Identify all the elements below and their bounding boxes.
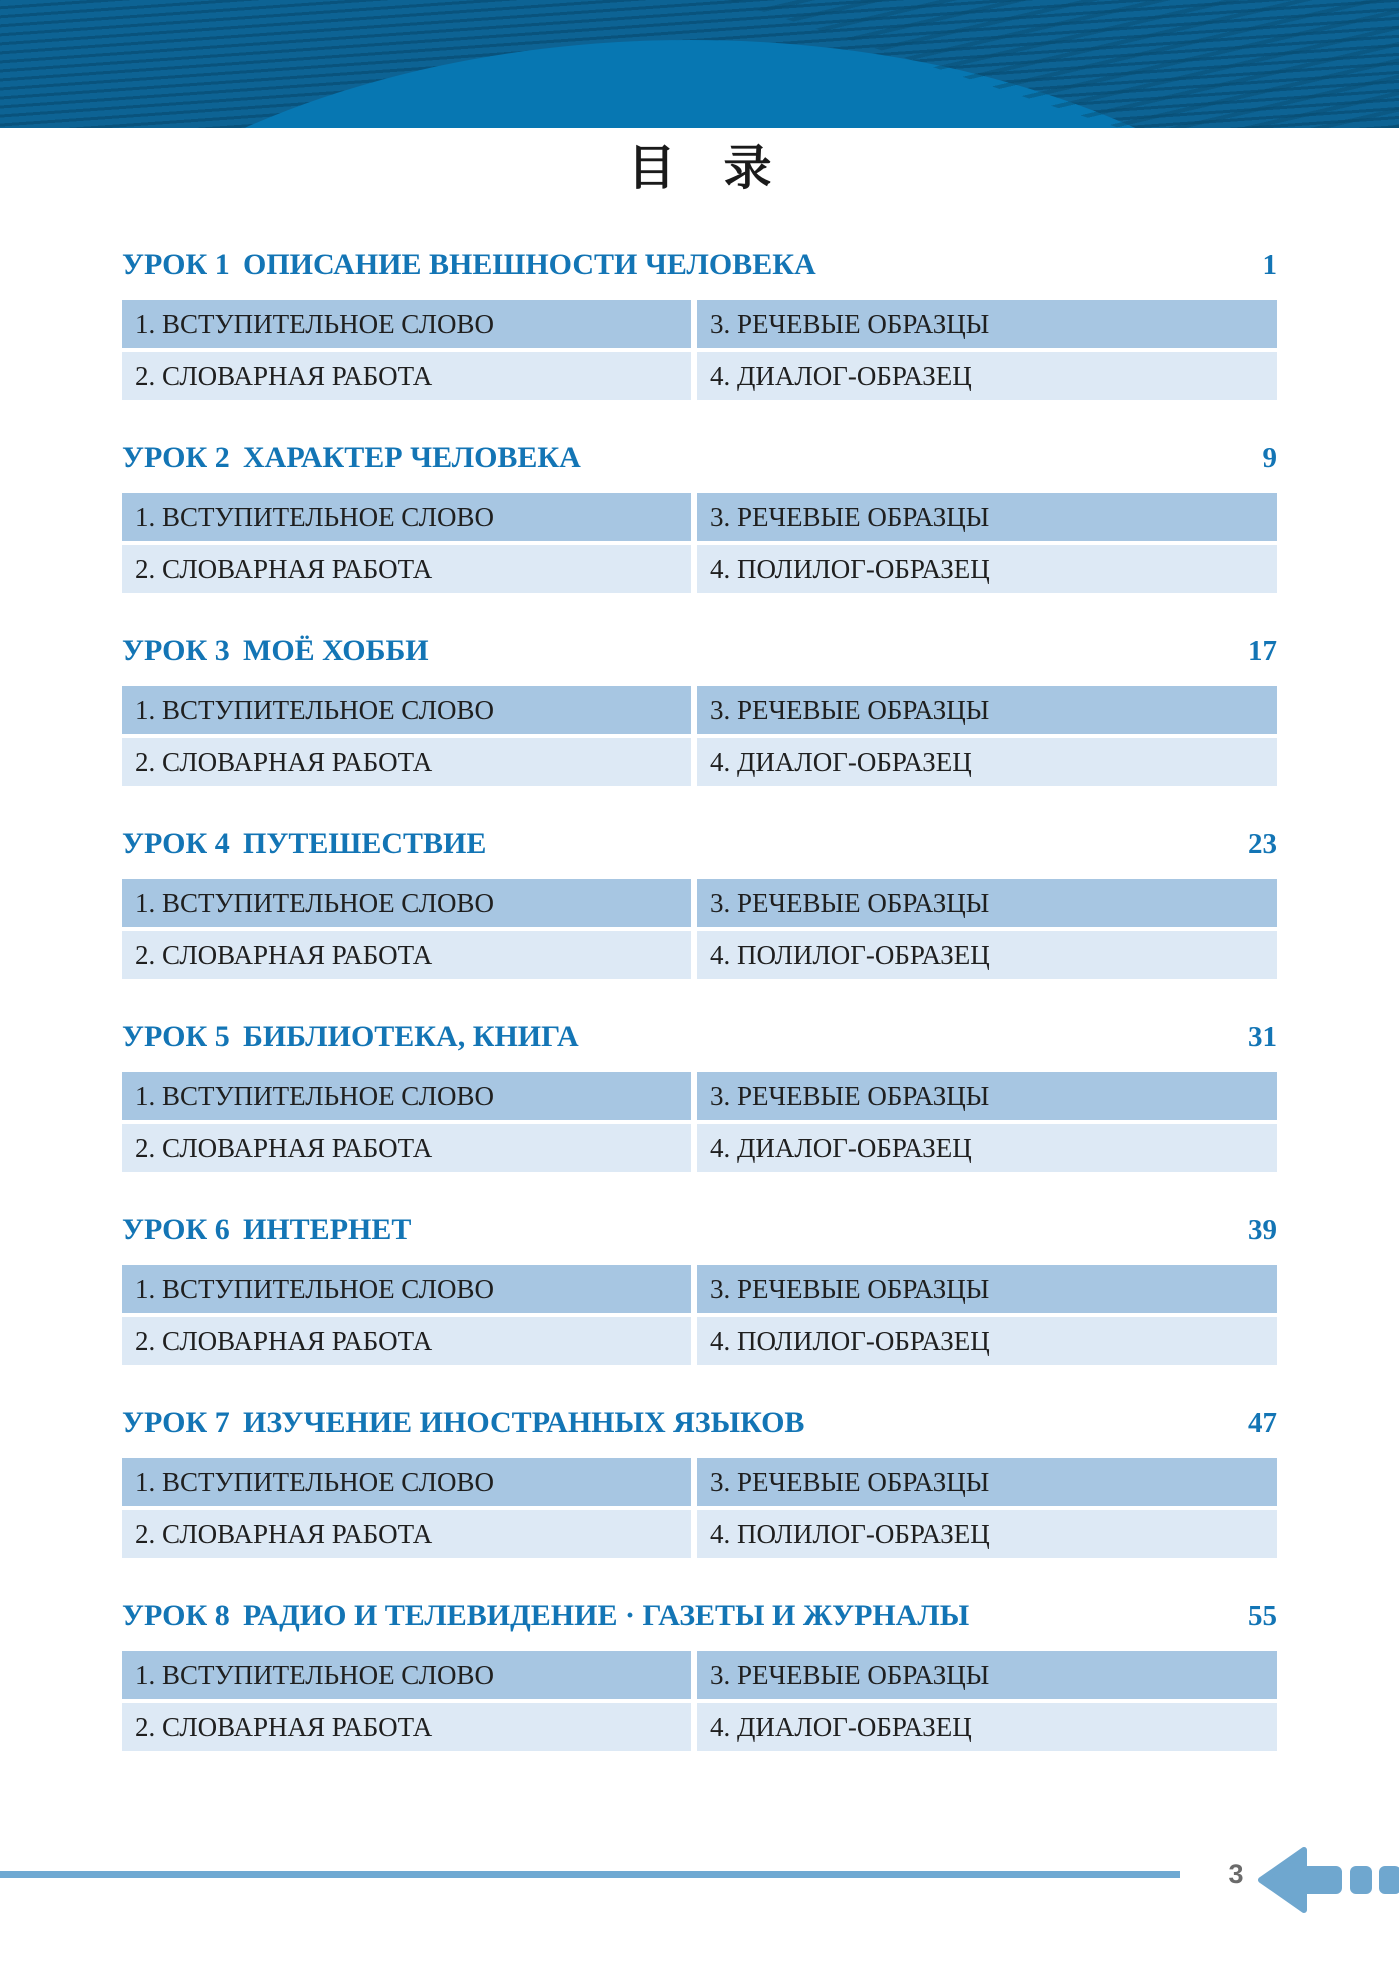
section-item: 4. ПОЛИЛОГ-ОБРАЗЕЦ [697,931,1277,979]
section-item: 2. СЛОВАРНАЯ РАБОТА [122,1703,691,1751]
lesson-title[interactable]: ПУТЕШЕСТВИЕ [243,827,487,860]
section-item: 2. СЛОВАРНАЯ РАБОТА [122,931,691,979]
lesson-title[interactable]: БИБЛИОТЕКА, КНИГА [243,1020,579,1053]
lesson-number[interactable]: УРОК 4 [122,827,230,860]
lesson-title[interactable]: РАДИО И ТЕЛЕВИДЕНИЕ · ГАЗЕТЫ И ЖУРНАЛЫ [243,1599,970,1632]
lesson-number[interactable]: УРОК 2 [122,441,230,474]
lesson-section-table [122,1651,1277,1751]
lesson-title[interactable]: ИЗУЧЕНИЕ ИНОСТРАННЫХ ЯЗЫКОВ [243,1406,805,1439]
section-item: 4. ПОЛИЛОГ-ОБРАЗЕЦ [697,1510,1277,1558]
section-item: 3. РЕЧЕВЫЕ ОБРАЗЦЫ [697,879,1277,927]
lesson-block [122,1599,1277,1751]
section-item: 2. СЛОВАРНАЯ РАБОТА [122,1124,691,1172]
section-item: 3. РЕЧЕВЫЕ ОБРАЗЦЫ [697,493,1277,541]
section-item: 2. СЛОВАРНАЯ РАБОТА [122,738,691,786]
lesson-number[interactable]: УРОК 8 [122,1599,230,1632]
section-item: 1. ВСТУПИТЕЛЬНОЕ СЛОВО [122,300,691,348]
lesson-number[interactable]: УРОК 3 [122,634,230,667]
lesson-section-table [122,1265,1277,1365]
lesson-title[interactable]: ОПИСАНИЕ ВНЕШНОСТИ ЧЕЛОВЕКА [243,248,816,281]
lesson-block [122,248,1277,400]
lesson-section-table [122,493,1277,593]
section-item: 1. ВСТУПИТЕЛЬНОЕ СЛОВО [122,1265,691,1313]
section-item: 3. РЕЧЕВЫЕ ОБРАЗЦЫ [697,1072,1277,1120]
lesson-page-number[interactable]: 23 [1248,828,1277,860]
section-item: 3. РЕЧЕВЫЕ ОБРАЗЦЫ [697,300,1277,348]
section-item: 1. ВСТУПИТЕЛЬНОЕ СЛОВО [122,686,691,734]
lesson-heading [122,634,1277,674]
section-item: 1. ВСТУПИТЕЛЬНОЕ СЛОВО [122,879,691,927]
lesson-block [122,827,1277,979]
lesson-heading [122,248,1277,288]
lesson-number[interactable]: УРОК 5 [122,1020,230,1053]
lesson-page-number[interactable]: 55 [1248,1600,1277,1632]
section-item: 2. СЛОВАРНАЯ РАБОТА [122,1510,691,1558]
lessons-list [122,248,1277,1792]
lesson-block [122,441,1277,593]
lesson-heading [122,1213,1277,1253]
lesson-page-number[interactable]: 9 [1262,442,1277,474]
lesson-block [122,1213,1277,1365]
lesson-block [122,1020,1277,1172]
section-item: 4. ПОЛИЛОГ-ОБРАЗЕЦ [697,1317,1277,1365]
lesson-number[interactable]: УРОК 1 [122,248,230,281]
section-item: 4. ДИАЛОГ-ОБРАЗЕЦ [697,738,1277,786]
section-item: 4. ДИАЛОГ-ОБРАЗЕЦ [697,1124,1277,1172]
lesson-heading [122,1406,1277,1446]
lesson-section-table [122,1458,1277,1558]
section-item: 4. ДИАЛОГ-ОБРАЗЕЦ [697,1703,1277,1751]
header-banner [0,0,1399,128]
footer-rule [0,1871,1180,1878]
lesson-title[interactable]: МОЁ ХОББИ [243,634,429,667]
lesson-block [122,1406,1277,1558]
section-item: 1. ВСТУПИТЕЛЬНОЕ СЛОВО [122,1458,691,1506]
lesson-page-number[interactable]: 17 [1248,635,1277,667]
back-arrow-icon[interactable] [1258,1847,1399,1913]
section-item: 3. РЕЧЕВЫЕ ОБРАЗЦЫ [697,686,1277,734]
lesson-number[interactable]: УРОК 7 [122,1406,230,1439]
lesson-section-table [122,879,1277,979]
section-item: 1. ВСТУПИТЕЛЬНОЕ СЛОВО [122,1072,691,1120]
section-item: 1. ВСТУПИТЕЛЬНОЕ СЛОВО [122,1651,691,1699]
lesson-section-table [122,1072,1277,1172]
section-item: 4. ДИАЛОГ-ОБРАЗЕЦ [697,352,1277,400]
lesson-page-number[interactable]: 31 [1248,1021,1277,1053]
lesson-heading [122,1020,1277,1060]
section-item: 2. СЛОВАРНАЯ РАБОТА [122,352,691,400]
section-item: 4. ПОЛИЛОГ-ОБРАЗЕЦ [697,545,1277,593]
lesson-section-table [122,300,1277,400]
section-item: 2. СЛОВАРНАЯ РАБОТА [122,545,691,593]
lesson-heading [122,1599,1277,1639]
section-item: 2. СЛОВАРНАЯ РАБОТА [122,1317,691,1365]
lesson-block [122,634,1277,786]
section-item: 3. РЕЧЕВЫЕ ОБРАЗЦЫ [697,1265,1277,1313]
lesson-heading [122,827,1277,867]
lesson-page-number[interactable]: 1 [1262,249,1277,281]
lesson-page-number[interactable]: 39 [1248,1214,1277,1246]
page-title: 目 录 [627,140,772,196]
section-item: 3. РЕЧЕВЫЕ ОБРАЗЦЫ [697,1458,1277,1506]
lesson-section-table [122,686,1277,786]
lesson-heading [122,441,1277,481]
section-item: 1. ВСТУПИТЕЛЬНОЕ СЛОВО [122,493,691,541]
lesson-title[interactable]: ХАРАКТЕР ЧЕЛОВЕКА [243,441,581,474]
lesson-title[interactable]: ИНТЕРНЕТ [243,1213,412,1246]
lesson-page-number[interactable]: 47 [1248,1407,1277,1439]
section-item: 3. РЕЧЕВЫЕ ОБРАЗЦЫ [697,1651,1277,1699]
footer-page-number: 3 [1228,1859,1244,1889]
lesson-number[interactable]: УРОК 6 [122,1213,230,1246]
